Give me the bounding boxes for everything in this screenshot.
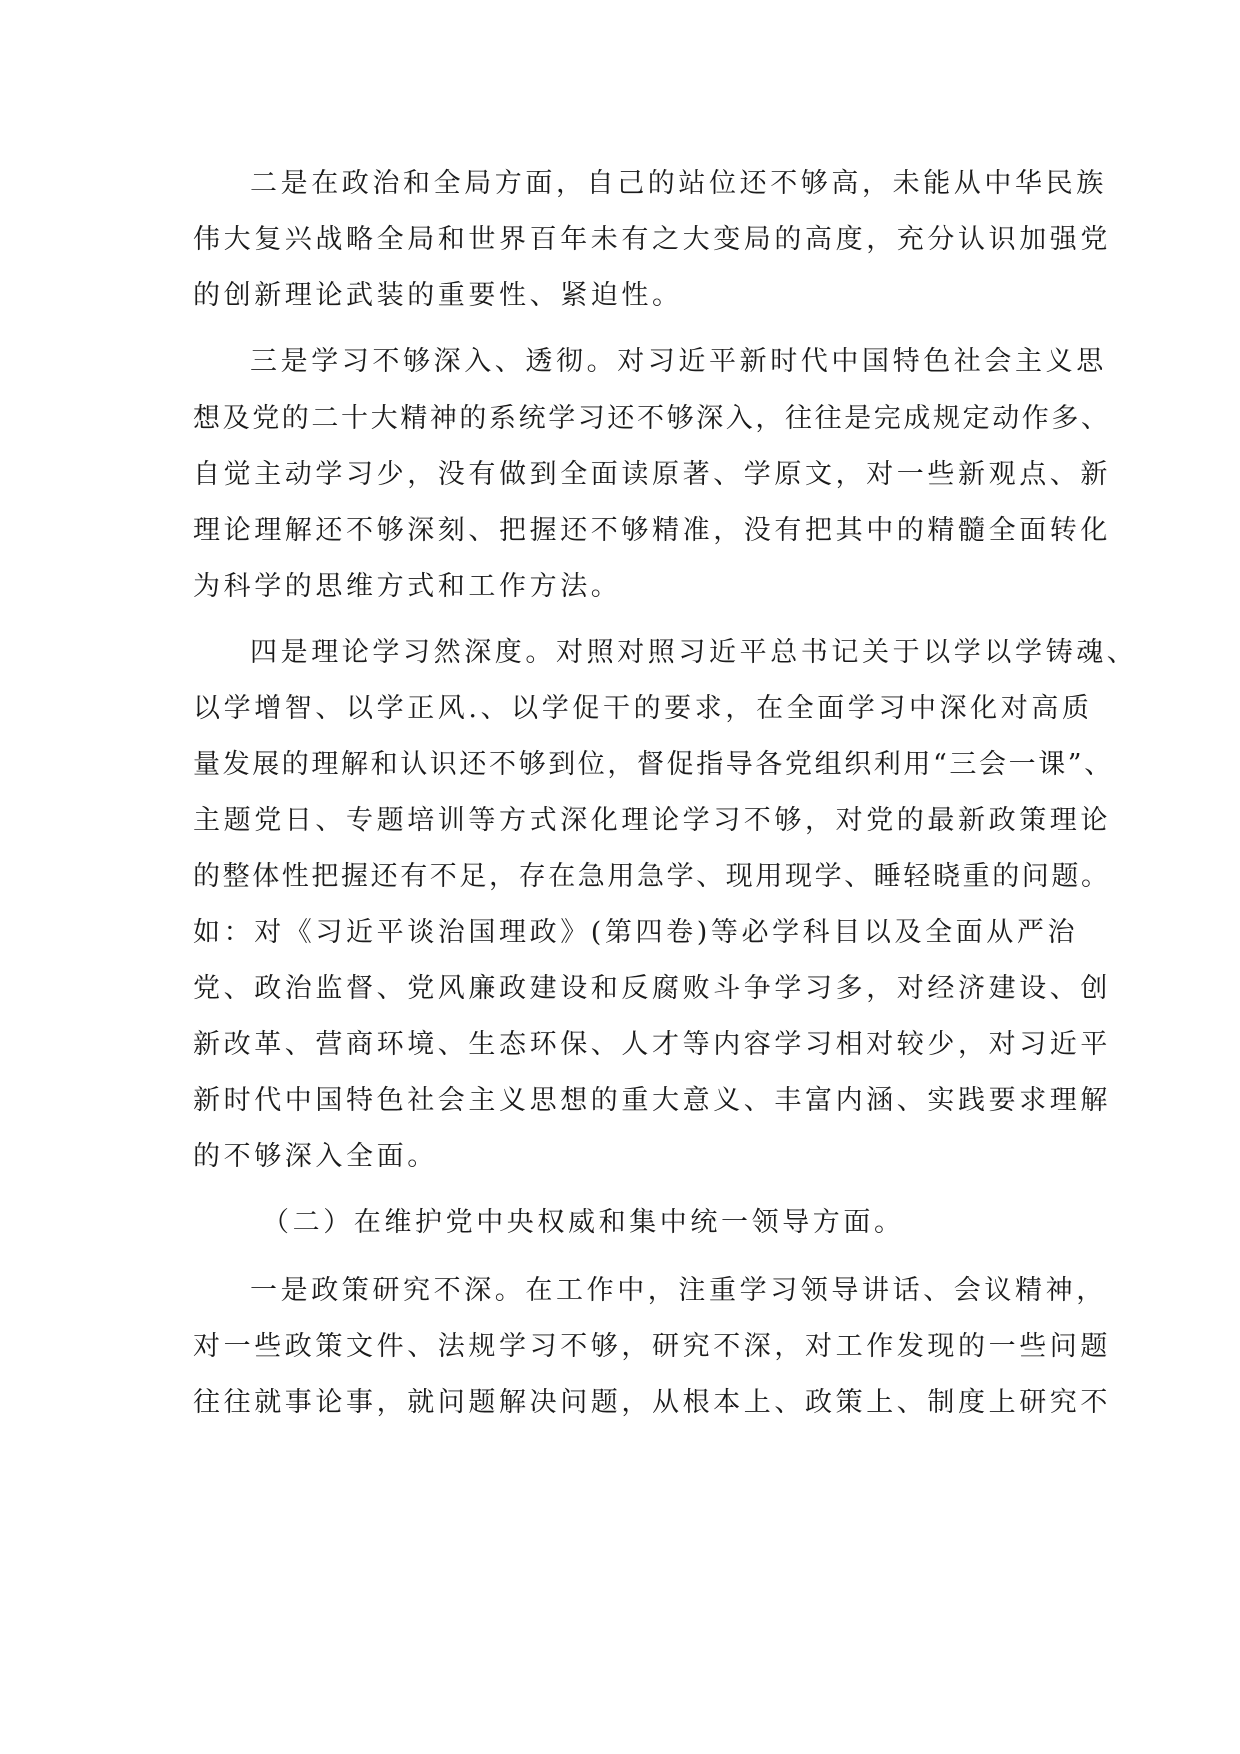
paragraph-4-line-2: 对一些政策文件、法规学习不够，研究不深，对工作发现的一些问题 bbox=[193, 1331, 1111, 1362]
paragraph-4-line-3: 往往就事论事，就问题解决问题，从根本上、政策上、制度上研究不 bbox=[193, 1387, 1111, 1418]
section-heading: （二）在维护党中央权威和集中统一领导方面。 bbox=[262, 1207, 905, 1238]
paragraph-3-line-3: 量发展的理解和认识还不够到位，督促指导各党组织利用“三会一课”、 bbox=[193, 749, 1114, 780]
paragraph-3-line-5: 的整体性把握还有不足，存在急用急学、现用现学、睡轻晓重的问题。 bbox=[193, 861, 1111, 892]
paragraph-1-line-2: 伟大复兴战略全局和世界百年未有之大变局的高度，充分认识加强党 bbox=[193, 224, 1111, 255]
paragraph-2-line-4: 理论理解还不够深刻、把握还不够精准，没有把其中的精髓全面转化 bbox=[193, 515, 1111, 546]
paragraph-3-line-9: 新时代中国特色社会主义思想的重大意义、丰富内涵、实践要求理解 bbox=[193, 1085, 1111, 1116]
paragraph-3-line-1: 四是理论学习然深度。对照对照习近平总书记关于以学以学铸魂、 bbox=[250, 637, 1138, 668]
paragraph-3-line-10: 的不够深入全面。 bbox=[193, 1141, 438, 1172]
paragraph-2-line-3: 自觉主动学习少，没有做到全面读原著、学原文，对一些新观点、新 bbox=[193, 459, 1111, 490]
paragraph-1-line-1: 二是在政治和全局方面，自己的站位还不够高，未能从中华民族 bbox=[250, 168, 1107, 199]
paragraph-2-line-5: 为科学的思维方式和工作方法。 bbox=[193, 571, 622, 602]
paragraph-1-line-3: 的创新理论武装的重要性、紧迫性。 bbox=[193, 280, 683, 311]
paragraph-2-line-1: 三是学习不够深入、透彻。对习近平新时代中国特色社会主义思 bbox=[250, 346, 1107, 377]
paragraph-3-line-2: 以学增智、以学正风.、以学促干的要求，在全面学习中深化对高质 bbox=[193, 693, 1093, 724]
paragraph-3-line-7: 党、政治监督、党风廉政建设和反腐败斗争学习多，对经济建设、创 bbox=[193, 973, 1111, 1004]
paragraph-3-line-8: 新改革、营商环境、生态环保、人才等内容学习相对较少，对习近平 bbox=[193, 1029, 1111, 1060]
paragraph-4-line-1: 一是政策研究不深。在工作中，注重学习领导讲话、会议精神， bbox=[250, 1275, 1107, 1306]
paragraph-3-line-6: 如：对《习近平谈治国理政》(第四卷)等必学科目以及全面从严治 bbox=[193, 917, 1079, 948]
paragraph-2-line-2: 想及党的二十大精神的系统学习还不够深入，往往是完成规定动作多、 bbox=[193, 403, 1111, 434]
paragraph-3-line-4: 主题党日、专题培训等方式深化理论学习不够，对党的最新政策理论 bbox=[193, 805, 1111, 836]
